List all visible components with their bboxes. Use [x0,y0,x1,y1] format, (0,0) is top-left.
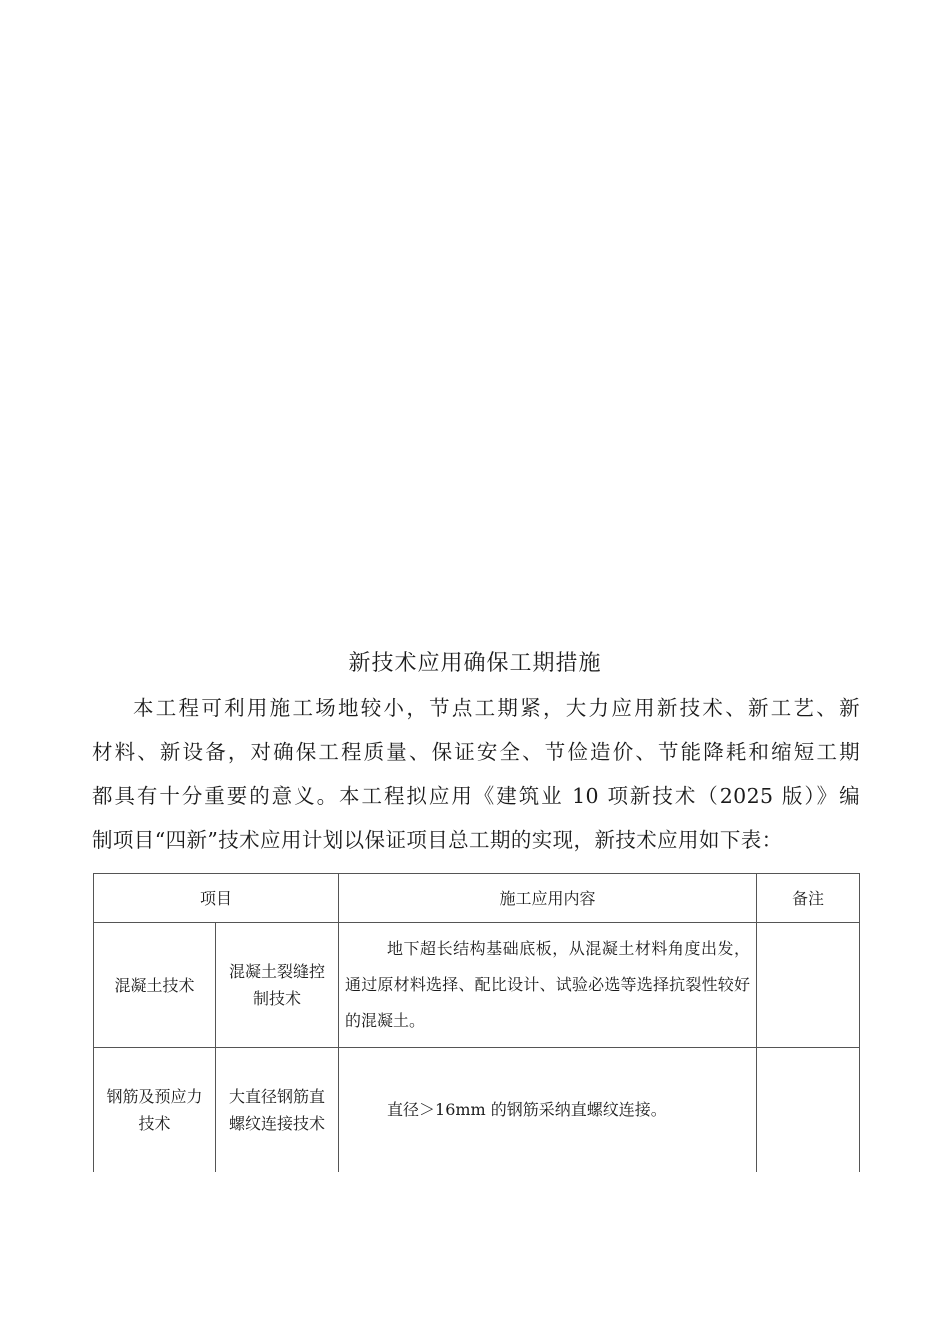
row-content-cell [339,1048,757,1173]
intro-paragraph [92,686,860,862]
row-content-cell [339,923,757,1048]
page-title: 新技术应用确保工期措施 [348,651,602,676]
intro-line: 材料、新设备，对确保工程质量、保证安全、节俭造价、节能降耗和缩短工期 [92,740,860,764]
table-header-row [94,874,860,923]
header-project: 项目 [94,874,339,923]
header-remarks: 备注 [757,874,860,923]
header-content: 施工应用内容 [339,874,757,923]
row-content: 直径＞16mm 的钢筋采纳直螺纹连接。 [387,1100,667,1119]
row-technology: 大直径钢筋直螺纹连接技术 [216,1048,339,1173]
row-category: 钢筋及预应力技术 [94,1048,216,1173]
row-technology: 混凝土裂缝控制技术 [216,923,339,1048]
technology-table [93,873,860,1172]
row-category: 混凝土技术 [94,923,216,1048]
intro-line: 本工程可利用施工场地较小，节点工期紧，大力应用新技术、新工艺、新 [133,696,860,720]
table-row [94,1048,860,1173]
table-row [94,923,860,1048]
intro-line: 制项目“四新”技术应用计划以保证项目总工期的实现，新技术应用如下表： [92,828,783,852]
row-remarks [757,923,860,1048]
row-content: 地下超长结构基础底板，从混凝土材料角度出发，通过原材料选择、配比设计、试验必选等选择抗裂性较好的混凝土。 [345,939,751,1030]
row-remarks [757,1048,860,1173]
intro-line: 都具有十分重要的意义。本工程拟应用《建筑业 10 项新技术（2025 版）》编 [92,784,860,808]
